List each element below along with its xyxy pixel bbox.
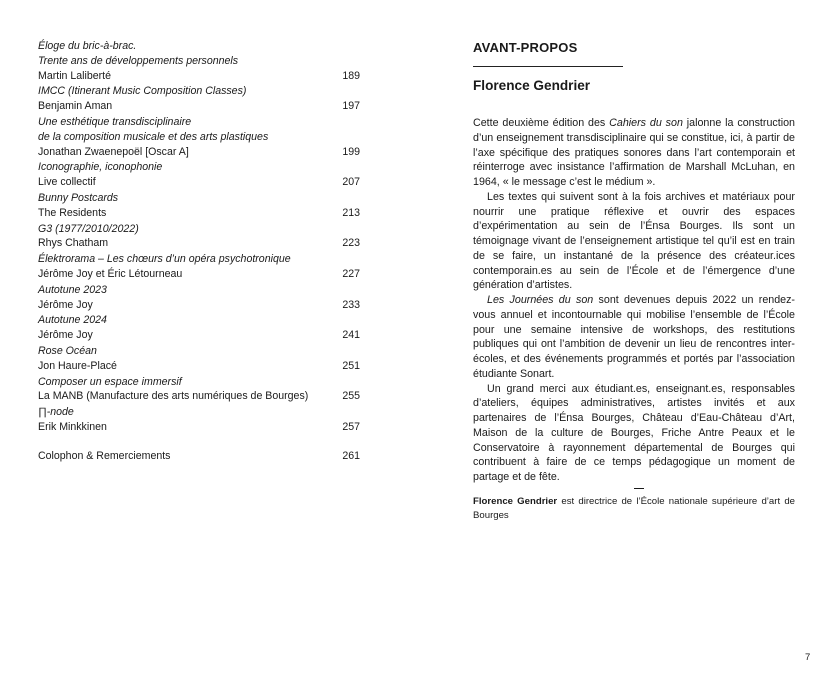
toc-entry-author: The Residents: [38, 206, 107, 219]
paragraph: Un grand merci aux étudiant.es, enseignant.es, responsables d’ateliers, équipes administratives, artistes invités et aux partenaires de l’Énsa Bourges, Château d’Eau-Château d’Art, Maison de la culture de Bourges, Friche Antre Peaux et le Conservatoire à rayonnement départemental de Bourges qui contribuent à faire de ce temps pédagogique un moment de partage et de fête.: [473, 382, 795, 483]
toc-entry-title: Composer un espace immersif: [38, 375, 182, 388]
foreword-body: [473, 116, 795, 523]
toc-entry-page: 241: [342, 329, 360, 342]
toc-entry-title: ∏-node: [38, 406, 74, 419]
page-number: 7: [805, 652, 811, 663]
toc-entry-title: Une esthétique transdisciplinaire de la composition musicale et des arts plastiques: [38, 115, 269, 143]
toc-entry-page: 227: [342, 267, 360, 280]
toc-entry-title: Iconographie, iconophonie: [38, 161, 163, 174]
foreword-author: Florence Gendrier: [473, 78, 591, 93]
toc-entry-author: Live collectif: [38, 176, 96, 189]
toc-entry[interactable]: [38, 313, 360, 343]
toc-entry[interactable]: [38, 375, 360, 405]
paragraph: Cette deuxième édition des Cahiers du son jalonne la construction d’un enseignement transdisciplinaire qui se constitue, ici, à partir de l’axe spécifique des pratiques sonores dans l’art contemporain et réinterroge avec insistance l’affirmation de Marshall McLuhan, en 1964, « le message c’est le médium ».: [473, 117, 795, 188]
toc-entry[interactable]: [38, 222, 360, 252]
toc-entry-author: Jonathan Zwaenepoël [Oscar A]: [38, 145, 189, 158]
toc-entry-page: 255: [342, 390, 360, 403]
toc-entry-title: Autotune 2023: [38, 283, 107, 296]
toc-entry-page: 233: [342, 298, 360, 311]
toc-entry[interactable]: [38, 39, 360, 83]
toc-entry-title: Bunny Postcards: [38, 191, 119, 204]
table-of-contents: [38, 39, 360, 465]
toc-entry-author: Jérôme Joy: [38, 298, 93, 311]
toc-entry[interactable]: [38, 84, 360, 114]
toc-entry-page: 257: [342, 420, 360, 433]
paragraph: Les textes qui suivent sont à la fois archives et matériaux pour nourrir une pratique réflexive et ouvrir des espaces d’expérimentation au sein de l’Énsa Bourges. Ils sont un témoignage vivant de l’enseignement artistique tel qu’il est en train de se faire, un instantané de la présence des créateur.ices contemporain.es au sein de l’École et de l’émergence d’une génération d’artistes.: [473, 190, 795, 292]
toc-entry-author: Martin Laliberté: [38, 69, 112, 82]
separator-dash: —: [634, 482, 644, 494]
foreword-column: [473, 39, 795, 523]
toc-entry-title: Éloge du bric-à-brac. Trente ans de développements personnels: [38, 40, 239, 67]
toc-entry-title: IMCC (Itinerant Music Composition Classes): [38, 85, 247, 98]
paragraph: Les Journées du son sont devenues depuis 2022 un rendez-vous annuel et incontournable qui mobilise l’ensemble de l’École pour une semaine intensive de workshops, des restitutions publiques qui ont l’ambition de devenir un lieu de rencontres inter-écoles, et des événements programmés et portés par l’association étudiante Sonart.: [473, 294, 795, 380]
toc-entry-author: Rhys Chatham: [38, 237, 109, 250]
signature-note: Florence Gendrier est directrice de l’École nationale supérieure d’art de Bourges: [473, 495, 795, 522]
toc-entry-page: 261: [342, 449, 360, 462]
toc-entry-colophon[interactable]: [38, 449, 360, 464]
toc-entry-page: 223: [342, 237, 360, 250]
toc-entry-page: 189: [342, 69, 360, 82]
toc-entry[interactable]: [38, 252, 360, 282]
toc-entry-page: 251: [342, 359, 360, 372]
toc-entry-author: La MANB (Manufacture des arts numériques de Bourges): [38, 390, 309, 403]
toc-entry-author: Colophon & Remerciements: [38, 449, 171, 462]
toc-entry[interactable]: [38, 405, 360, 435]
toc-entry-author: Benjamin Aman: [38, 100, 113, 113]
section-heading: AVANT-PROPOS: [473, 40, 578, 55]
toc-entry-author: Jérôme Joy et Éric Létourneau: [38, 267, 183, 280]
toc-entry[interactable]: [38, 283, 360, 313]
toc-entry-author: Jérôme Joy: [38, 329, 93, 342]
toc-entry[interactable]: [38, 160, 360, 190]
toc-entry[interactable]: [38, 191, 360, 221]
toc-entry[interactable]: [38, 115, 360, 159]
toc-entry-page: 213: [342, 206, 360, 219]
heading-rule: [473, 66, 623, 67]
toc-entry[interactable]: [38, 344, 360, 374]
toc-entry-title: Élektrorama – Les chœurs d’un opéra psychotronique: [38, 253, 291, 266]
toc-entry-page: 207: [342, 176, 360, 189]
toc-entry-page: 197: [342, 100, 360, 113]
toc-entry-title: Rose Océan: [38, 344, 97, 357]
toc-entry-title: Autotune 2024: [38, 314, 107, 327]
toc-entry-title: G3 (1977/2010/2022): [38, 222, 139, 235]
toc-entry-author: Erik Minkkinen: [38, 420, 107, 433]
toc-entry-page: 199: [342, 145, 360, 158]
toc-entry-author: Jon Haure-Placé: [38, 359, 117, 372]
